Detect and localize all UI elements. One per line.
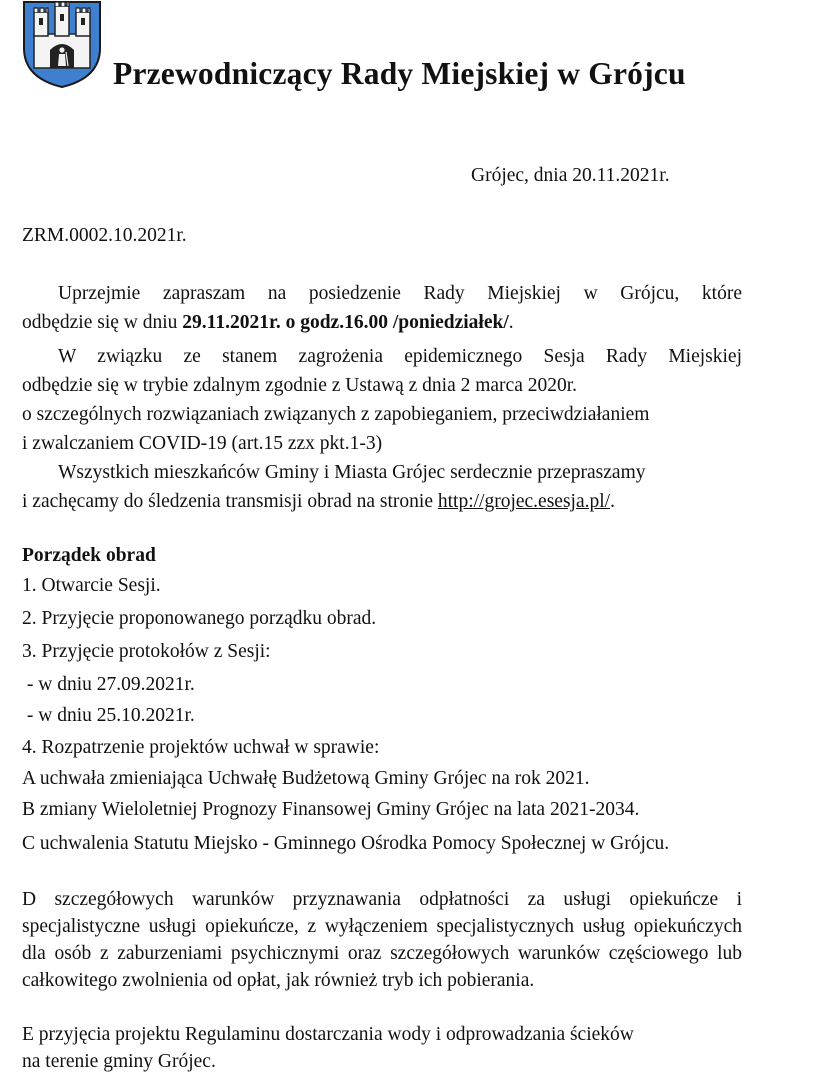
page-title: Przewodniczący Rady Miejskiej w Grójcu — [113, 56, 686, 91]
esesja-link[interactable]: http://grojec.esesja.pl/ — [437, 491, 611, 512]
apology-line-2: i zachęcamy do śledzenia transmisji obrad na stronie http://grojec.esesja.pl/. — [22, 491, 615, 512]
agenda-item-a: A uchwała zmieniająca Uchwałę Budżetową Gminy Grójec na rok 2021. — [22, 768, 590, 789]
agenda-item-d: D szczegółowych warunków przyznawania odpłatności za usługi opiekuńcze i specjalistyczne usługi opiekuńcze, z wyłączeniem specjalistycznych usług opiekuńczych dla osób z zaburzeniami psychicznymi oraz szczegółowych warunków częściowego lub całkowitego zwolnienia od opłat, jak również tryb ich pobierania. — [22, 889, 742, 991]
agenda-item-c: C uchwalenia Statutu Miejsko - Gminnego Ośrodka Pomocy Społecznej w Grójcu. — [22, 833, 670, 854]
agenda-item-2: 2. Przyjęcie proponowanego porządku obrad. — [22, 608, 377, 629]
agenda-item-3b: - w dniu 25.10.2021r. — [22, 705, 195, 726]
epidemic-line-3: o szczególnych rozwiązaniach związanych z zapobieganiem, przeciwdziałaniem — [22, 404, 650, 425]
agenda-heading: Porządek obrad — [22, 545, 156, 566]
document-reference: ZRM.0002.10.2021r. — [22, 225, 187, 246]
agenda-item-4: 4. Rozpatrzenie projektów uchwał w sprawie: — [22, 737, 380, 758]
invitation-line-1: Uprzejmie zapraszam na posiedzenie Rady Miejskiej w Grójcu, które — [58, 283, 742, 304]
epidemic-line-1: W związku ze stanem zagrożenia epidemicznego Sesja Rady Miejskiej — [58, 346, 742, 367]
epidemic-line-4: i zwalczaniem COVID-19 (art.15 zzx pkt.1-3) — [22, 433, 383, 454]
agenda-item-e-line-2: na terenie gminy Grójec. — [22, 1051, 216, 1072]
agenda-item-b: B zmiany Wieloletniej Prognozy Finansowej Gminy Grójec na lata 2021-2034. — [22, 799, 640, 820]
epidemic-line-2: odbędzie się w trybie zdalnym zgodnie z Ustawą z dnia 2 marca 2020r. — [22, 375, 578, 396]
agenda-item-3a: - w dniu 27.09.2021r. — [22, 674, 195, 695]
apology-line-1: Wszystkich mieszkańców Gminy i Miasta Grójec serdecznie przepraszamy — [58, 462, 646, 483]
agenda-item-1: 1. Otwarcie Sesji. — [22, 575, 161, 596]
agenda-item-3: 3. Przyjęcie protokołów z Sesji: — [22, 641, 271, 662]
agenda-item-e-line-1: E przyjęcia projektu Regulaminu dostarczania wody i odprowadzania ścieków — [22, 1024, 634, 1045]
session-date-time: 29.11.2021r. o godz.16.00 /poniedziałek/ — [182, 312, 509, 333]
invitation-line-2: odbędzie się w dniu 29.11.2021r. o godz.16.00 /poniedziałek/. — [22, 312, 514, 333]
grojec-coat-of-arms-icon — [22, 0, 102, 88]
place-date: Grójec, dnia 20.11.2021r. — [471, 165, 670, 186]
